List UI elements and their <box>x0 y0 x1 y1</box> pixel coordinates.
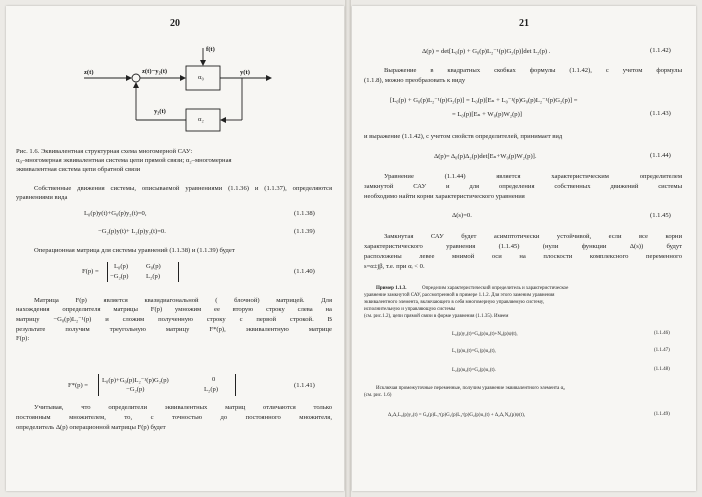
paragraph-line: F(p): <box>16 335 30 342</box>
example-label: Пример 1.1.3. <box>376 286 407 291</box>
book-gutter <box>345 0 351 497</box>
equation: L₀(p)y₂(t)=G₀(p)u₂(t)+N₀(p)ψ(t), <box>452 332 518 337</box>
equation-number: (1.1.39) <box>294 228 315 235</box>
equation: [L₀(p) + G₀(p)L₂⁻¹(p)G₂(p)] = L₀(p)[Eₙ + L₀⁻¹(p)G₀(p)L₂⁻¹(p)G₂(p)] = <box>390 97 578 104</box>
equation-number: (1.1.45) <box>650 212 671 219</box>
paragraph-line: Исключая промежуточные переменные, получим уравнение эквивалентного элемента α₀ <box>376 386 565 391</box>
matrix-cell: L₂(p) <box>146 273 161 280</box>
diagram-label-z-in: z(t) <box>84 69 94 76</box>
paragraph-line: (см. рис. 1.6) <box>364 393 392 398</box>
equation: L₀(p)y(t)+G₀(p)y₂(t)=0, <box>84 210 147 217</box>
figure-caption-line: α₀–многомерная эквивалентная система цепи прямой связи; α₂–многомерная <box>16 157 232 164</box>
paragraph: Собственные движения системы, описываемой уравнениями (1.1.36) и (1.1.37), определяются уравнениями вида <box>16 185 332 201</box>
equation-number: (1.1.41) <box>294 382 315 389</box>
matrix-lhs: F(p) = <box>82 268 99 275</box>
paragraph-line: характеристического уравнения (1.1.45) (нули функции Δ(s)) будут <box>364 243 682 250</box>
matrix-cell: L₀(p)+G₀(p)L₂⁻¹(p)G₂(p) <box>102 377 169 384</box>
matrix-lhs: F*(p) = <box>68 382 89 389</box>
equation-number: (1.1.48) <box>654 367 670 372</box>
page-number: 20 <box>170 18 180 29</box>
diagram-label-y2: y₂(t) <box>154 108 166 115</box>
paragraph-line: s=α±jβ, т.е. при αᵢ < 0. <box>364 263 425 270</box>
left-page <box>6 6 344 491</box>
paragraph-line: Замкнутая САУ будет асимптотически устойчивой, если все корни <box>384 233 682 240</box>
equation: = L₀(p)[Eₙ + W₀(p)W₂(p)] <box>452 111 522 118</box>
paragraph-line: матрицу −G₀(p)L₂⁻¹(p) и сложим полученную строку с первой строкой. В <box>16 316 332 323</box>
paragraph-line: результате получим треугольную матрицу F*(p), эквивалентную матрице <box>16 326 332 333</box>
example-line: уравнение замкнутой САУ, рассмотренной в примере 1.1.2. Для этого заменим уравнения <box>364 293 555 298</box>
equation: Δ(p)= Δ₀(p)Δ₂(p)det[Eₙ+W₀(p)W₂(p)]. <box>434 153 537 160</box>
paragraph: и выражение (1.1.42), с учетом свойств определителей, принимает вид <box>364 133 563 140</box>
matrix-cell: G₀(p) <box>146 263 161 270</box>
diagram-label-z-minus-y: z(t)−y₂(t) <box>142 68 168 75</box>
equation: −G₂(p)y(t)+ L₂(p)y₂(t)=0. <box>98 228 166 235</box>
equation: Δ(p) = det[L₀(p) + G₀(p)L₂⁻¹(p)G₂(p)]det L₂(p) . <box>422 48 551 55</box>
paragraph-line: Выражение в квадратных скобках формулы (1.1.42), с учетом формулы <box>384 67 682 74</box>
matrix-cell: −G₂(p) <box>126 386 145 393</box>
equation-number: (1.1.40) <box>294 268 315 275</box>
matrix-cell: L₀(p) <box>114 263 129 270</box>
paragraph-line: необходимо найти корни характеристического уравнения <box>364 193 525 200</box>
block-diagram <box>66 42 276 140</box>
figure-caption-line: Рис. 1.6. Эквивалентная структурная схема многомерной САУ: <box>16 148 193 155</box>
page-number: 21 <box>519 18 529 29</box>
figure-caption-line: эквивалентная система цепи обратной связи <box>16 166 141 173</box>
equation-number: (1.1.42) <box>650 47 671 54</box>
paragraph-line: расположены левее мнимой оси на плоскости комплексного переменного <box>364 253 682 260</box>
paragraph-line: Матрица F(p) является квазидиагональной ( блочной) матрицей. Для <box>34 297 332 304</box>
equation: Δ(s)=0. <box>452 212 472 219</box>
equation-number: (1.1.47) <box>654 348 670 353</box>
example-line: (см. рис.1.2), цепи прямой связи в форме уравнения (1.1.35). Имеем <box>364 314 509 319</box>
matrix-cell: 0 <box>212 376 216 383</box>
diagram-label-alpha2: α₂ <box>198 116 204 123</box>
example-line: Определим характеристический определитель и характеристическое <box>422 286 569 291</box>
right-page <box>352 6 696 491</box>
diagram-label-y-out: y(t) <box>240 69 250 76</box>
example-line: исполнительную и управляющую системы <box>364 307 456 312</box>
paragraph-line: Уравнение (1.1.44) является характеристическим определителем <box>384 173 682 180</box>
equation-number: (1.1.44) <box>650 152 671 159</box>
paragraph-line: определитель Δ(p) операционной матрицы F(p) будет <box>16 424 166 431</box>
equation-number: (1.1.38) <box>294 210 315 217</box>
equation-number: (1.1.49) <box>654 412 670 417</box>
paragraph-line: замкнутой САУ и для определения собственных движений системы <box>364 183 682 190</box>
matrix-cell: L₂(p) <box>204 386 219 393</box>
equation: Δ₂Δ₁L₀(p)y₂(t) = G₀(p)L₁ᵛ(p)G₁(p)L₂ᵛ(p)G₂(p)u₁(t) + Δ₂Δ₁N₀(p)ψ(t), <box>388 413 526 418</box>
paragraph: Операционная матрица для системы уравнений (1.1.38) и (1.1.39) будет <box>34 247 235 254</box>
equation: L₁(p)u₁(t)=G₁(p)u₂(t), <box>452 349 496 354</box>
paragraph-line: нахождения определителя матрицы F(p) умножим ее вторую строку слева на <box>16 306 332 313</box>
paragraph-line: Учитывая, что определители эквивалентных матриц отличаются только <box>34 404 332 411</box>
equation: L₂(p)u₂(t)=G₂(p)u₁(t). <box>452 368 496 373</box>
equation-number: (1.1.46) <box>654 331 670 336</box>
paragraph-line: (1.1.8), можно преобразовать к виду <box>364 77 466 84</box>
diagram-label-f: f(t) <box>206 46 215 53</box>
equation-number: (1.1.43) <box>650 110 671 117</box>
diagram-label-alpha0: α₀ <box>198 74 204 81</box>
example-line: эквивалентного элемента, включающего в себя многомерную управляемую систему, <box>364 300 545 305</box>
paragraph-line: постоянным множителем, то, с точностью до постоянного множителя, <box>16 414 332 421</box>
matrix-cell: −G₂(p) <box>110 273 129 280</box>
